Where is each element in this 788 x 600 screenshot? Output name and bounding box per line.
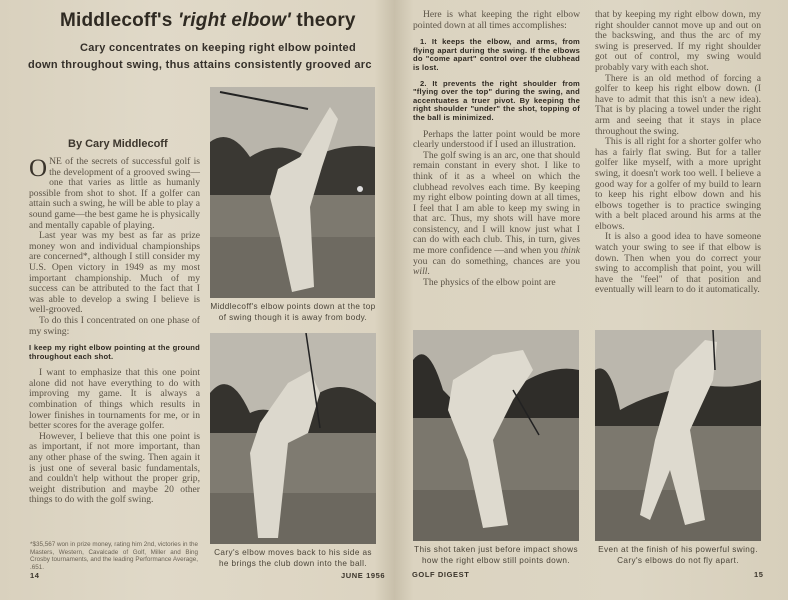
paragraph: Here is what keeping the right elbow pointed down at all times accomplishes: — [413, 9, 580, 31]
paragraph: The physics of the elbow point are — [423, 276, 556, 288]
paragraph: ONE of the secrets of successful golf is the development of a grooved swing—one that varies as little as humanly possible from shot to shot. If a golfer can attain such a swing, he will be able to play a sound game—the best game he is physically and mentally capable of playing. — [29, 155, 200, 231]
paragraph: that by keeping my right elbow down, my right shoulder cannot move up and out on the backswing, and thus the arc of my swing is preserved. If my right shoulder got out of control, my swing would probably vary with each shot. — [595, 9, 761, 73]
photo-backswing-top — [210, 87, 375, 298]
point-2: 2. It prevents the right shoulder from "flying over the top" during the swing, and accentuates a truer pivot. By keeping the right shoulder "under" the shot, topping of the ball is minimized. — [413, 78, 580, 122]
paragraph: To do this I concentrated on one phase of my swing: — [29, 314, 200, 337]
photo-finish — [595, 330, 761, 541]
right-text-column — [595, 10, 761, 296]
left-text-column — [29, 157, 200, 506]
paragraph: However, I believe that this one point is as important, if not more important, than any other phase of the swing. Then again it is just one of several basic fundamentals, and couldn't help without the proper grip, weight distribution and maybe 20 other things to do with the golf swing. — [29, 430, 200, 506]
footnote: *$35,567 won in prize money, rating him 2nd, victories in the Masters, Western, Cavalcade of Golf, Miller and Bing Crosby tournaments, and the leading Performance Average, .651. — [30, 541, 198, 571]
caption-photo-4: Even at the finish of his powerful swing. Cary's elbows do not fly apart. — [598, 545, 758, 565]
magazine-name: GOLF DIGEST — [412, 570, 470, 579]
caption-photo-1: Middlecoff's elbow points down at the top of swing though it is away from body. — [210, 302, 376, 322]
middle-text-column — [413, 10, 580, 288]
paragraph: Last year was my best as far as prize money won and individual championships are concerned*, although I still consider my U.S. Open victory in 1949 as my most important championship. Much of my success can be attributed to the fact that I was able to develop a swing I believe is well-grooved. — [29, 230, 200, 316]
caption-photo-2: Cary's elbow moves back to his side as he brings the club down into the ball. — [214, 548, 372, 568]
paragraph: It is also a good idea to have someone watch your swing to see if that elbow is down. Then when you do correct your swing to accomplish that point, you will have the "feel" of that position and eventually will learn to do it automatically. — [595, 231, 761, 296]
article-deck: Cary concentrates on keeping right elbow pointed down throughout swing, thus attains consistently grooved arc — [28, 42, 372, 71]
photo-before-impact — [413, 330, 579, 541]
article-title: Middlecoff's 'right elbow' theory — [60, 10, 356, 31]
drop-cap: O — [29, 155, 48, 182]
right-page-number: 15 — [754, 570, 764, 579]
paragraph: Perhaps the latter point would be more clearly understood if I used an illustration. — [413, 128, 580, 151]
photo-downswing — [210, 333, 376, 544]
caption-photo-3: This shot taken just before impact shows how the right elbow still points down. — [414, 545, 578, 565]
point-1: 1. It keeps the elbow, and arms, from flying apart during the swing. If the elbows do "come apart" control over the clubhead is lost. — [413, 37, 580, 72]
left-page-number: 14 — [30, 571, 40, 580]
paragraph: I want to emphasize that this one point alone did not have everything to do with improving my game. It is always a combination of things which results in lower finishes in tournaments for me, or in better scores for the average golfer. — [29, 367, 200, 432]
callout: I keep my right elbow pointing at the ground throughout each shot. — [29, 343, 200, 361]
paragraph: The golf swing is an arc, one that should remain constant in every shot. I like to think of it as a wheel on which the clubhead revolves each time. By keeping my right elbow pointing down at all times, I feel that I am able to keep my swing in that arc. Thus, my shots will have more consistency, and I will know just what I can do with each club. This, in turn, gives me more confidence —and when you think you can do something, chances are you will. — [413, 149, 580, 278]
paragraph: There is an old method of forcing a golfer to keep his right elbow down. (I have to admit that this isn't a new idea). That is by placing a towel under the right arm and seeing that it stays in place throughout the swing. — [595, 72, 761, 137]
paragraph: This is all right for a shorter golfer who has a fairly flat swing. But for a taller golfer like myself, with a more upright swing, it doesn't work too well. I believe a good way for a golfer of my build to learn to keep his right elbow down and his elbows together is to practice swinging with a belt placed around his arms at the elbows. — [595, 136, 761, 232]
issue-date: JUNE 1956 — [341, 571, 386, 580]
byline: By Cary Middlecoff — [68, 138, 168, 150]
